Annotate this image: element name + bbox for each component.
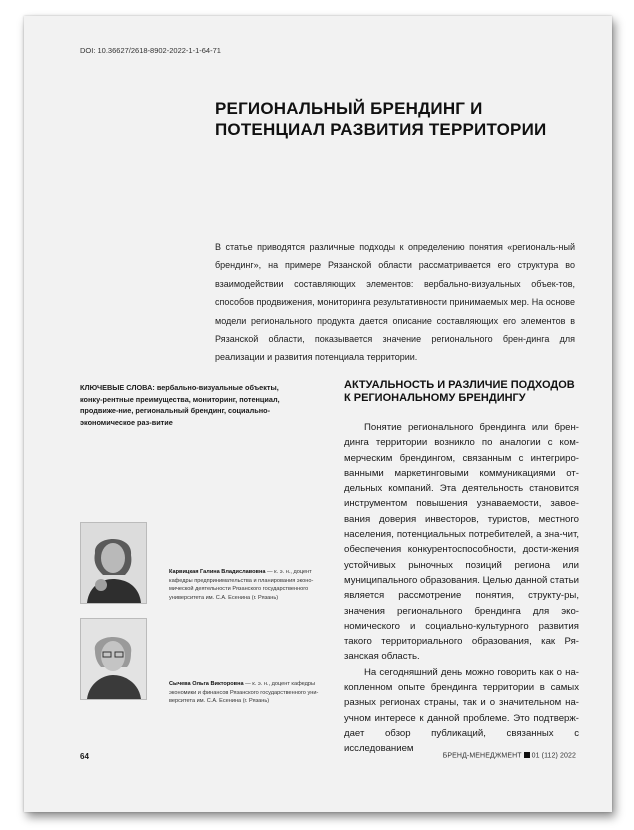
author-1 bbox=[169, 568, 329, 603]
keywords: КЛЮЧЕВЫЕ СЛОВА: вербально-визуальные объекты, конку-рентные преимущества, мониторинг, потенциал, продвиже-ние, региональный брендинг, социально-экономическое раз-витие bbox=[80, 383, 280, 427]
author-1-name: Карвицкая Галина Владиславовна bbox=[169, 569, 266, 575]
square-bullet-icon bbox=[524, 752, 530, 758]
journal-name: БРЕНД-МЕНЕДЖМЕНТ bbox=[442, 752, 522, 760]
journal-page bbox=[24, 16, 612, 812]
author-2-info: — к. э. н., доцент кафедры экономики и финансов Рязанского государственного уни-верситета им. С.А. Есенина (г. Рязань) bbox=[169, 681, 319, 705]
paragraph: Понятие регионального брендинга или брен-динга территории возникло по аналогии с ком-мерческим брендингом, связанным с интегриро-ванными маркетинговыми коммуникациями от-дельных компаний. Эта деятельность становится инструментом повышения узнаваемости, завое-вания доверия инвесторов, туристов, местного населения, потенциальных потребителей, а зна-чит, обеспечения конкурентоспособности, дости-жения устойчивых рыночных позиций региона или муниципального образования. Целью данной статьи является рассмотрение понятия, структу-ры, значения регионального брендинга для эко-номического и социально-культурного развития такого территориального образования, как Ря-занская область. bbox=[344, 422, 580, 663]
author-2 bbox=[169, 680, 329, 706]
author-photo-1 bbox=[80, 522, 147, 604]
paragraph: На сегодняшний день можно говорить как о на-копленном опыте брендинга территории в самых разных регионах страны, так и о значительном на-учном интересе к данной проблеме. Это подтверж-дает обзор публикаций, связанных с исследованием bbox=[344, 666, 579, 755]
article-title: РЕГИОНАЛЬНЫЙ БРЕНДИНГ И ПОТЕНЦИАЛ РАЗВИТИЯ ТЕРРИТОРИИ bbox=[215, 99, 547, 139]
abstract: В статье приводятся различные подходы к определению понятия «региональ-ный брендинг», на примере Рязанской области рассматривается его структура во взаимодействии составляющих элементов: вербально-визуальных объек-тов, способов продвижения, мониторинга результативности принимаемых мер. На основе модели регионального продукта дается описание составляющих его элементов в Рязанской области, показывается значение регионального брен-динга для реализации и развития потенциала территории. bbox=[215, 242, 575, 363]
author-2-name: Сычева Ольга Викторовна bbox=[169, 681, 244, 687]
article-body bbox=[344, 420, 579, 757]
doi-line: DOI: 10.36627/2618-8902-2022-1-1-64-71 bbox=[80, 46, 221, 55]
page-number: 64 bbox=[80, 752, 89, 761]
author-photo-2 bbox=[80, 618, 147, 700]
journal-footer bbox=[443, 752, 576, 760]
author-1-info: — к. э. н., доцент кафедры предпринимательства и планирования эконо-мической деятельности Рязанского государственного университета им. С.А. Есенина (г. Рязань) bbox=[169, 569, 314, 602]
section-heading: АКТУАЛЬНОСТЬ И РАЗЛИЧИЕ ПОДХОДОВ К РЕГИОНАЛЬНОМУ БРЕНДИНГУ bbox=[344, 379, 575, 404]
issue-number: 01 (112) 2022 bbox=[531, 752, 576, 760]
